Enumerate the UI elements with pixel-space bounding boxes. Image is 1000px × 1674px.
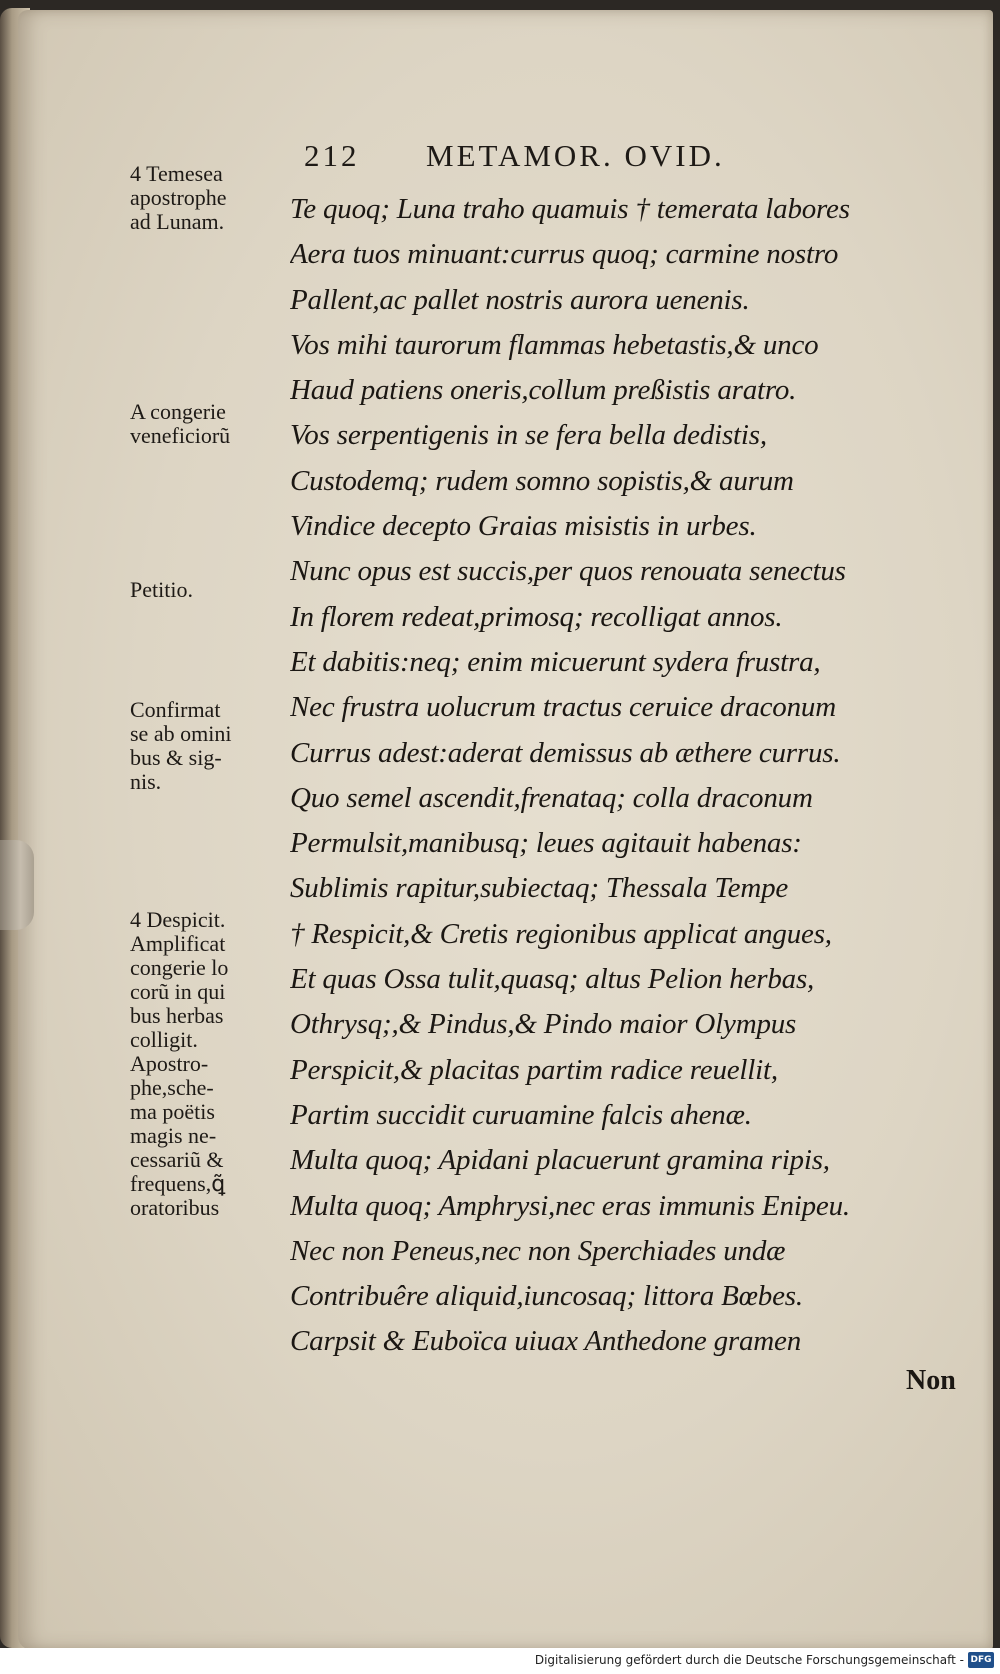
margin-note (130, 698, 290, 794)
footer-bar (0, 1648, 1000, 1674)
verse-line: Partim succidit curuamine falcis ahenæ. (290, 1098, 752, 1131)
verse-line: Perspicit,& placitas partim radice reuellit, (290, 1053, 778, 1086)
running-header (304, 138, 725, 178)
note-line: Amplificat (130, 931, 226, 956)
note-line: congerie lo (130, 955, 229, 980)
verse-line: Custodemq; rudem somno sopistis,& aurum (290, 464, 794, 497)
verse-line: Permulsit,manibusq; leues agitauit habenas: (290, 827, 802, 860)
note-line: oratoribus (130, 1195, 220, 1220)
running-title: METAMOR. OVID. (426, 138, 725, 173)
note-line: 4 Despicit. (130, 907, 226, 932)
dfg-logo-icon: DFG (968, 1652, 994, 1668)
verse-line: Sublimis rapitur,subiectaq; Thessala Tempe (290, 872, 789, 905)
note-line: A congerie (130, 399, 226, 424)
note-line: ad Lunam. (130, 209, 225, 234)
verse-line: In florem redeat,primosq; recolligat annos. (290, 600, 783, 633)
verse-line: Currus adest:aderat demissus ab æthere currus. (290, 736, 841, 769)
verse-line: Te quoq; Luna traho quamuis † temerata labores (290, 193, 850, 225)
margin-note (130, 578, 290, 602)
verse-line: Othrysq;,& Pindus,& Pindo maior Olympus (290, 1008, 797, 1041)
verse-line: Haud patiens oneris,collum preßistis aratro. (290, 374, 797, 407)
note-line: colligit. (130, 1027, 198, 1052)
verse-line: Et dabitis:neq; enim micuerunt sydera frustra, (290, 645, 821, 678)
verse-line: Nunc opus est succis,per quos renouata senectus (290, 555, 846, 588)
page-number: 212 (304, 138, 360, 173)
note-line: phe,sche- (130, 1075, 214, 1100)
verse-line: Et quas Ossa tulit,quasq; altus Pelion herbas, (290, 963, 815, 996)
verse-line: Pallent,ac pallet nostris aurora uenenis. (290, 283, 750, 316)
margin-note (130, 162, 290, 234)
note-line: frequens,ꝗ̃ (130, 1171, 226, 1196)
verse-line: Aera tuos minuant:currus quoq; carmine nostro (290, 238, 839, 271)
note-line: bus herbas (130, 1003, 224, 1028)
verse-line: Vos mihi taurorum flammas hebetastis,& unco (290, 328, 819, 361)
margin-note (130, 400, 290, 448)
note-line: Confirmat (130, 697, 221, 722)
note-line: veneficiorũ (130, 423, 231, 448)
verse-line: Vos serpentigenis in se fera bella dedistis, (290, 419, 767, 452)
verse-line: Carpsit & Euboïca uiuax Anthedone gramen (290, 1325, 801, 1358)
note-line: magis ne- (130, 1123, 217, 1148)
note-line: ma poëtis (130, 1099, 215, 1124)
verse-line: Multa quoq; Amphrysi,nec eras immunis Enipeu. (290, 1189, 850, 1222)
note-line: bus & sig- (130, 745, 222, 770)
funding-credit: Digitalisierung gefördert durch die Deutsche Forschungsgemeinschaft - (534, 1653, 964, 1667)
verse-line: Multa quoq; Apidani placuerunt gramina ripis, (290, 1144, 830, 1177)
note-line: 4 Temesea (130, 161, 223, 186)
verse-block (290, 187, 960, 1365)
catchword: Non (906, 1365, 956, 1396)
book-page (18, 10, 993, 1650)
verse-line: Nec non Peneus,nec non Sperchiades undæ (290, 1234, 786, 1267)
verse-line: † Respicit,& Cretis regionibus applicat angues, (290, 917, 832, 950)
note-line: cessariũ & (130, 1147, 224, 1172)
clasp-strap (0, 840, 34, 930)
margin-note (130, 908, 290, 1220)
note-line: se ab omini (130, 721, 232, 746)
note-line: corũ in qui (130, 979, 226, 1004)
verse-line: Nec frustra uolucrum tractus ceruice draconum (290, 691, 836, 724)
note-line: Apostro- (130, 1051, 209, 1076)
verse-line: Vindice decepto Graias misistis in urbes. (290, 510, 757, 543)
note-line: apostrophe (130, 185, 227, 210)
note-line: nis. (130, 769, 162, 794)
note-line: Petitio. (130, 577, 193, 602)
verse-line: Contribuêre aliquid,iuncosaq; littora Bœbes. (290, 1280, 803, 1313)
verse-line: Quo semel ascendit,frenataq; colla draconum (290, 781, 813, 814)
